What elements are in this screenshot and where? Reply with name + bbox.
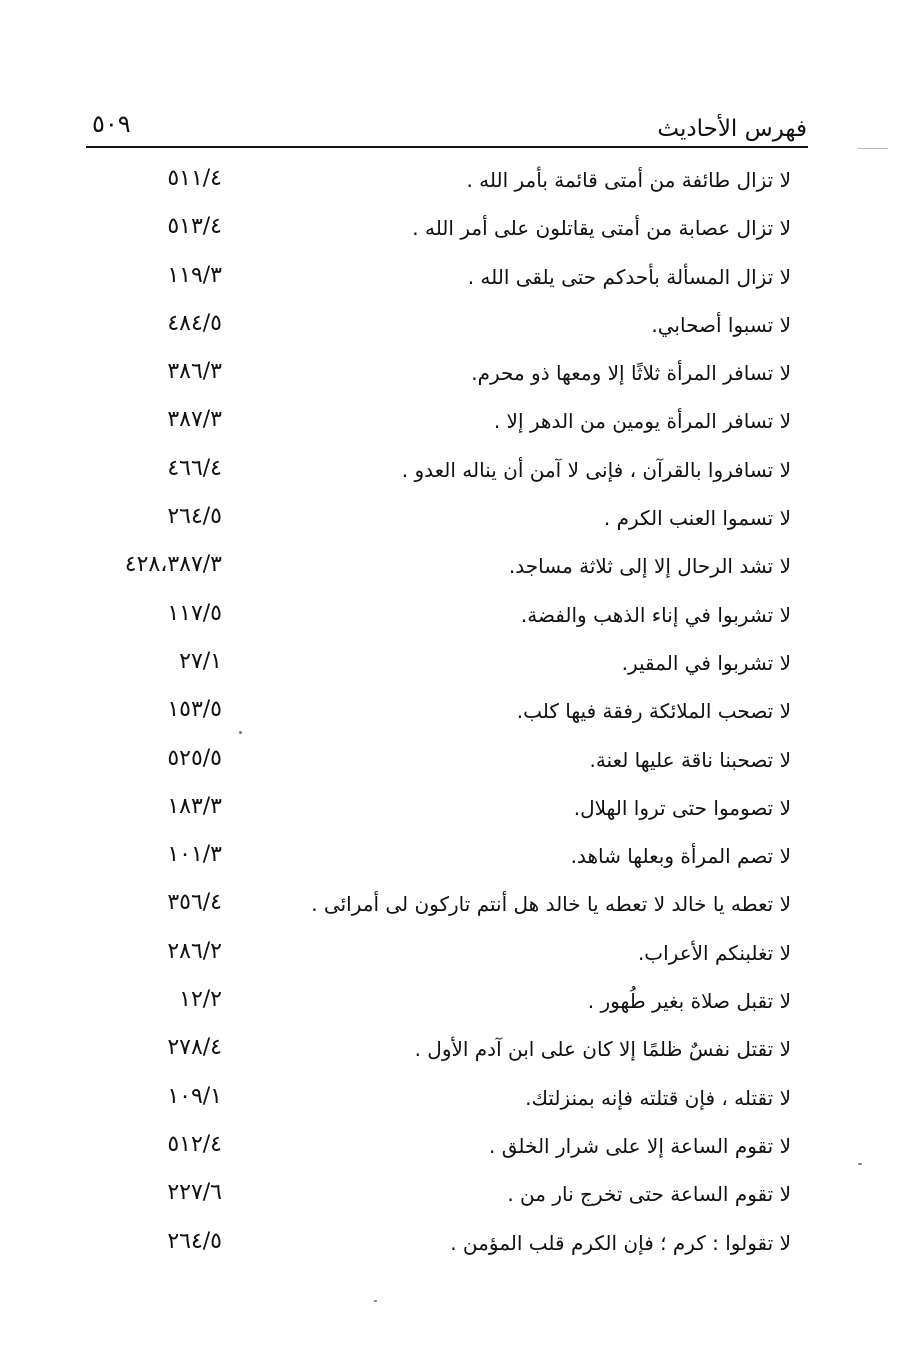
hadith-text: لا تصحب الملائكة رفقة فيها كلب. bbox=[516, 699, 791, 724]
index-entry bbox=[0, 403, 899, 451]
hadith-text: لا تعطه يا خالد لا تعطه يا خالد هل أنتم تاركون لى أمرائى . bbox=[311, 892, 791, 917]
volume-page-reference: ٥١٢/٤ bbox=[167, 1131, 222, 1157]
volume-page-reference: ١٥٣/٥ bbox=[167, 697, 222, 723]
scan-speck bbox=[858, 148, 888, 149]
hadith-text: لا تصحبنا ناقة عليها لعنة. bbox=[589, 747, 791, 772]
volume-page-reference: ٤٨٤/٥ bbox=[167, 310, 222, 336]
hadith-index-list bbox=[0, 162, 899, 1273]
index-entry bbox=[0, 259, 899, 307]
volume-page-reference: ١١٩/٣ bbox=[167, 262, 222, 288]
hadith-text: لا تسموا العنب الكرم . bbox=[603, 506, 791, 531]
index-entry bbox=[0, 1128, 899, 1176]
index-entry bbox=[0, 1176, 899, 1224]
hadith-text: لا تسافر المرأة ثلاثًا إلا ومعها ذو محرم. bbox=[471, 361, 791, 386]
index-entry bbox=[0, 1031, 899, 1079]
volume-page-reference: ٥١٣/٤ bbox=[167, 214, 222, 240]
index-entry bbox=[0, 983, 899, 1031]
hadith-text: لا تقوم الساعة حتى تخرج نار من . bbox=[507, 1182, 791, 1207]
index-entry bbox=[0, 1225, 899, 1273]
hadith-text: لا تقولوا : كرم ؛ فإن الكرم قلب المؤمن . bbox=[450, 1230, 791, 1255]
volume-page-reference: ٣٨٧/٣ bbox=[167, 407, 222, 433]
index-entry bbox=[0, 355, 899, 403]
index-entry bbox=[0, 210, 899, 258]
scan-speck bbox=[239, 731, 242, 734]
hadith-text: لا تشربوا في إناء الذهب والفضة. bbox=[520, 602, 791, 627]
hadith-text: لا تشد الرحال إلا إلى ثلاثة مساجد. bbox=[508, 554, 791, 579]
index-entry bbox=[0, 452, 899, 500]
volume-page-reference: ٤٦٦/٤ bbox=[167, 455, 222, 481]
hadith-text: لا تقبل صلاة بغير طُهور . bbox=[587, 989, 791, 1014]
running-header-title: فهرس الأحاديث bbox=[657, 116, 807, 142]
volume-page-reference: ١٠٩/١ bbox=[167, 1083, 222, 1109]
hadith-text: لا تغلبنكم الأعراب. bbox=[637, 940, 791, 965]
index-entry bbox=[0, 790, 899, 838]
volume-page-reference: ٤٢٨،٣٨٧/٣ bbox=[124, 552, 222, 578]
volume-page-reference: ١١٧/٥ bbox=[167, 600, 222, 626]
volume-page-reference: ٥٢٥/٥ bbox=[167, 745, 222, 771]
hadith-text: لا تزال المسألة بأحدكم حتى يلقى الله . bbox=[467, 264, 791, 289]
page-number: ٥٠٩ bbox=[92, 110, 131, 138]
index-entry bbox=[0, 838, 899, 886]
volume-page-reference: ١٠١/٣ bbox=[167, 842, 222, 868]
index-entry bbox=[0, 693, 899, 741]
hadith-text: لا تقتل نفسٌ ظلمًا إلا كان على ابن آدم الأول . bbox=[414, 1037, 791, 1062]
index-entry bbox=[0, 162, 899, 210]
volume-page-reference: ١٨٣/٣ bbox=[167, 793, 222, 819]
hadith-text: لا تزال طائفة من أمتى قائمة بأمر الله . bbox=[466, 168, 791, 192]
header-divider bbox=[86, 146, 808, 148]
hadith-text: لا تسبوا أصحابي. bbox=[651, 312, 791, 337]
volume-page-reference: ٣٥٦/٤ bbox=[167, 890, 222, 916]
index-entry bbox=[0, 307, 899, 355]
index-entry bbox=[0, 645, 899, 693]
hadith-text: لا تصم المرأة وبعلها شاهد. bbox=[570, 844, 791, 869]
hadith-text: لا تشربوا في المقير. bbox=[621, 650, 791, 675]
volume-page-reference: ٣٨٦/٣ bbox=[167, 359, 222, 385]
scan-speck bbox=[374, 1300, 377, 1302]
hadith-text: لا تقوم الساعة إلا على شرار الخلق . bbox=[489, 1133, 791, 1158]
volume-page-reference: ٥١١/٤ bbox=[167, 166, 222, 191]
volume-page-reference: ١٢/٢ bbox=[179, 987, 222, 1013]
scan-speck bbox=[858, 1163, 862, 1165]
index-entry bbox=[0, 886, 899, 934]
volume-page-reference: ٢٦٤/٥ bbox=[167, 504, 222, 530]
hadith-text: لا تقتله ، فإن قتلته فإنه بمنزلتك. bbox=[525, 1085, 791, 1110]
volume-page-reference: ٢٧/١ bbox=[179, 648, 222, 674]
index-entry bbox=[0, 548, 899, 596]
index-entry bbox=[0, 742, 899, 790]
volume-page-reference: ٢٧٨/٤ bbox=[167, 1035, 222, 1061]
hadith-text: لا تصوموا حتى تروا الهلال. bbox=[573, 795, 791, 820]
hadith-text: لا تسافر المرأة يومين من الدهر إلا . bbox=[493, 409, 791, 434]
hadith-text: لا تسافروا بالقرآن ، فإنى لا آمن أن يناله العدو . bbox=[401, 457, 791, 482]
hadith-text: لا تزال عصابة من أمتى يقاتلون على أمر الله . bbox=[412, 216, 791, 241]
index-entry bbox=[0, 597, 899, 645]
index-entry bbox=[0, 935, 899, 983]
index-entry bbox=[0, 500, 899, 548]
volume-page-reference: ٢٦٤/٥ bbox=[167, 1228, 222, 1254]
volume-page-reference: ٢٨٦/٢ bbox=[167, 938, 222, 964]
volume-page-reference: ٢٢٧/٦ bbox=[167, 1180, 222, 1206]
index-entry bbox=[0, 1080, 899, 1128]
